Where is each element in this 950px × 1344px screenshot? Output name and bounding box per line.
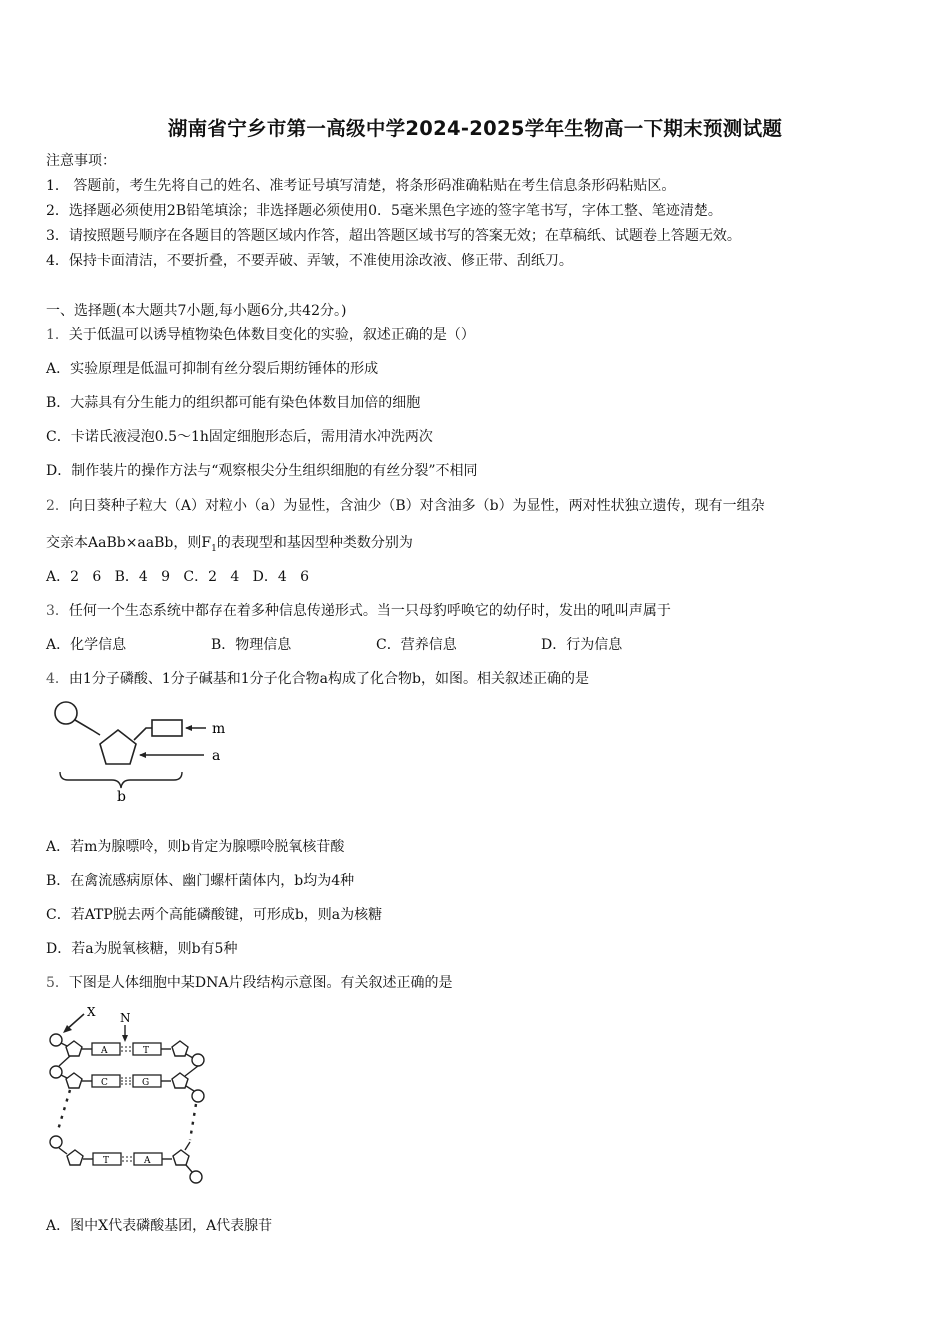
continuation-left <box>58 1090 70 1130</box>
label-a: a <box>212 748 221 764</box>
q3-option-c: C．营养信息 <box>376 637 457 653</box>
q1-option-c: C．卡诺氏液浸泡0.5～1h固定细胞形态后，需用清水冲洗两次 <box>46 429 433 445</box>
backbone-right-3 <box>185 1142 190 1150</box>
q3-text: 任何一个生态系统中都存在着多种信息传递形式。当一只母豹呼唤它的幼仔时，发出的吼叫声属于 <box>68 603 671 619</box>
phosphate-r1-left <box>50 1034 62 1046</box>
q1-stem <box>46 326 475 344</box>
bond-r1-left <box>61 1043 67 1046</box>
section-heading: 一、选择题(本大题共7小题,每小题6分,共42分。) <box>46 303 347 319</box>
q1-option-a: A．实验原理是低温可抑制有丝分裂后期纺锤体的形成 <box>46 361 379 377</box>
q5-option-a: A．图中X代表磷酸基团，A代表腺苷 <box>46 1218 273 1234</box>
sugar-r1-left <box>66 1041 82 1056</box>
q2-text2b: 的表现型和基因型种类数分别为 <box>216 535 413 551</box>
q4-option-d: D．若a为脱氧核糖，则b有5种 <box>46 941 238 957</box>
backbone-right-1 <box>185 1066 198 1076</box>
arrow-n-head <box>122 1035 128 1042</box>
phosphate-circle <box>55 702 77 724</box>
phosphate-r2-right <box>192 1090 204 1102</box>
nucleotide-figure <box>46 698 246 808</box>
base-label-1: A <box>101 1046 108 1056</box>
q1-option-d: D．制作装片的操作方法与“观察根尖分生组织细胞的有丝分裂”不相同 <box>46 463 478 479</box>
q1-text: 关于低温可以诱导植物染色体数目变化的实验，叙述正确的是（） <box>68 327 475 343</box>
page-title: 湖南省宁乡市第一高级中学2024-2025学年生物高一下期末预测试题 <box>167 117 783 140</box>
phosphate-r2-left <box>50 1066 62 1078</box>
q3-stem <box>46 602 671 620</box>
label-b: b <box>117 789 126 805</box>
arrow-a-head <box>139 752 146 758</box>
notice-item-3: 3．请按照题号顺序在各题目的答题区域内作答，超出答题区域书写的答案无效；在草稿纸、试题卷上答题无效。 <box>46 228 741 244</box>
sugar-r3-left <box>67 1150 83 1165</box>
q4-option-b: B．在禽流感病原体、幽门螺杆菌体内，b均为4种 <box>46 873 355 889</box>
q4-text: 由1分子磷酸、1分子碱基和1分子化合物a构成了化合物b，如图。相关叙述正确的是 <box>68 671 589 687</box>
q3-options <box>46 636 622 654</box>
backbone-left-1 <box>59 1056 70 1066</box>
sugar-r2-left <box>66 1073 82 1088</box>
bond-r2-right <box>186 1086 194 1091</box>
arrow-m-head <box>185 725 192 731</box>
base-label-6: A <box>144 1156 151 1166</box>
label-n: N <box>120 1011 131 1025</box>
q4-stem <box>46 670 589 688</box>
phosphate-bond <box>75 720 100 735</box>
bond-r3-left <box>59 1148 67 1154</box>
base-rectangle <box>152 720 182 736</box>
phosphate-r3-left <box>50 1136 62 1148</box>
q4-option-c: C．若ATP脱去两个高能磷酸键，可形成b，则a为核糖 <box>46 907 383 923</box>
q2-stem-line2 <box>46 534 413 558</box>
base-label-3: C <box>101 1078 108 1088</box>
base-label-4: G <box>142 1078 150 1088</box>
label-x: X <box>87 1005 96 1019</box>
q3-option-b: B．物理信息 <box>211 637 292 653</box>
q2-stem-line1 <box>46 497 765 515</box>
q5-stem <box>46 974 453 992</box>
base-bond <box>134 728 152 740</box>
bond-r2-left <box>61 1075 67 1078</box>
base-label-2: T <box>143 1046 150 1056</box>
base-label-5: T <box>103 1156 110 1166</box>
q5-text: 下图是人体细胞中某DNA片段结构示意图。有关叙述正确的是 <box>68 975 453 991</box>
q2-text2a: 交亲本AaBb×aaBb，则F <box>46 535 212 551</box>
brace-b <box>60 772 182 788</box>
q1-number: 1． <box>46 327 69 343</box>
q4-number: 4． <box>46 671 69 687</box>
label-m: m <box>212 721 226 737</box>
notice-item-4: 4．保持卡面清洁，不要折叠，不要弄破、弄皱，不准使用涂改液、修正带、刮纸刀。 <box>46 253 573 269</box>
q2-subscript: 1 <box>211 543 217 554</box>
notice-heading: 注意事项： <box>46 153 116 169</box>
bond-r3-right <box>186 1165 192 1172</box>
dna-figure <box>44 1000 214 1190</box>
q1-option-b: B．大蒜具有分生能力的组织都可能有染色体数目加倍的细胞 <box>46 395 421 411</box>
q3-option-a: A．化学信息 <box>46 637 127 653</box>
phosphate-r1-right <box>192 1054 204 1066</box>
sugar-r1-right <box>172 1041 188 1056</box>
bond-r1-right <box>186 1054 193 1058</box>
phosphate-r3-right <box>190 1171 202 1183</box>
q5-number: 5． <box>46 975 69 991</box>
q2-options: A．2 6 B．4 9 C．2 4 D．4 6 <box>46 569 310 585</box>
q3-option-d: D．行为信息 <box>541 637 623 653</box>
sugar-pentagon <box>100 730 136 764</box>
sugar-r3-right <box>173 1150 189 1165</box>
q2-number: 2． <box>46 498 69 514</box>
q3-number: 3． <box>46 603 69 619</box>
q2-text1: 向日葵种子粒大（A）对粒小（a）为显性，含油少（B）对含油多（b）为显性，两对性状独立遗传，现有一组杂 <box>68 498 765 514</box>
continuation-right <box>190 1104 196 1140</box>
notice-item-2: 2．选择题必须使用2B铅笔填涂；非选择题必须使用0．5毫米黑色字迹的签字笔书写，字体工整、笔迹清楚。 <box>46 203 722 219</box>
q4-option-a: A．若m为腺嘌呤，则b肯定为腺嘌呤脱氧核苷酸 <box>46 839 345 855</box>
notice-item-1: 1． 答题前，考生先将自己的姓名、准考证号填写清楚，将条形码准确粘贴在考生信息条形码粘贴区。 <box>46 178 676 194</box>
